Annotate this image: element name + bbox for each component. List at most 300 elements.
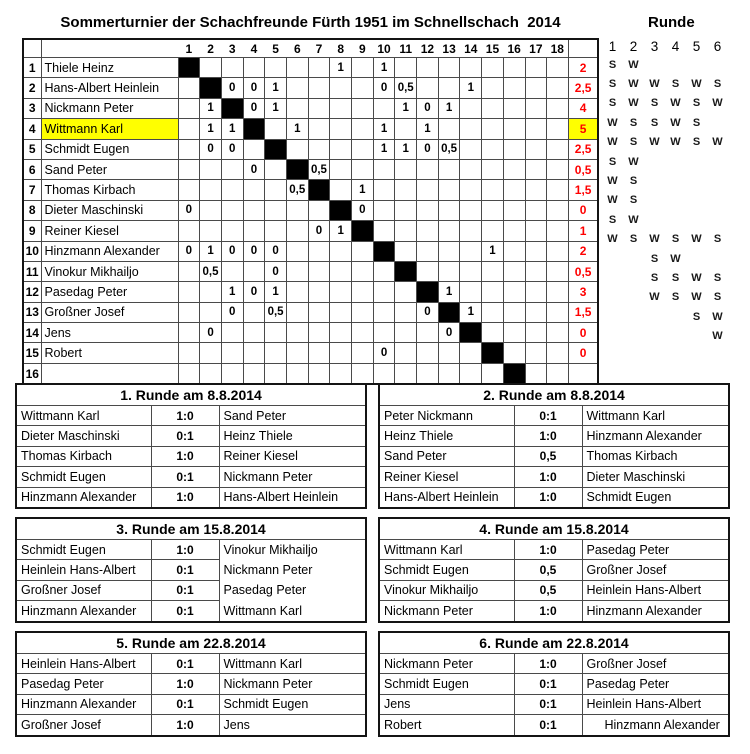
- score-cell: 3: [568, 282, 598, 302]
- opponent-column-header: 15: [482, 39, 504, 58]
- runde-number: 1: [608, 39, 617, 54]
- pairing-result-cell: 1:0: [151, 715, 219, 736]
- pairing-result-cell: 0:1: [514, 715, 582, 736]
- result-cell: [243, 302, 265, 322]
- pairing-row: [16, 601, 366, 622]
- color-row: [602, 210, 728, 229]
- result-cell: 0: [243, 241, 265, 261]
- result-cell: [308, 78, 330, 98]
- result-cell: 1: [200, 98, 222, 118]
- result-cell: [460, 180, 482, 200]
- crosstable-row: [23, 282, 598, 302]
- result-cell: [525, 241, 547, 261]
- result-cell: 0: [243, 282, 265, 302]
- diagonal-cell: [503, 363, 525, 384]
- result-cell: [330, 159, 352, 179]
- diagonal-cell: [417, 282, 439, 302]
- result-cell: [352, 343, 374, 363]
- pairing-row: [16, 580, 366, 600]
- result-cell: [438, 200, 460, 220]
- result-cell: [178, 159, 200, 179]
- color-cell: S: [692, 310, 701, 323]
- color-cell: [686, 191, 707, 210]
- opponent-column-header: 2: [200, 39, 222, 58]
- player-name-cell: Jens: [41, 323, 178, 343]
- color-cell: [707, 191, 728, 210]
- result-cell: [482, 98, 504, 118]
- result-cell: [503, 221, 525, 241]
- diagonal-cell: [460, 323, 482, 343]
- color-cell: S: [671, 233, 680, 246]
- result-cell: [286, 343, 308, 363]
- pairing-row: [16, 540, 366, 560]
- round-title: 5. Runde am 22.8.2014: [16, 632, 366, 654]
- result-cell: 1: [438, 282, 460, 302]
- color-cell: S: [713, 78, 722, 91]
- black-player-cell: Nickmann Peter: [219, 467, 366, 487]
- color-cell: W: [691, 271, 702, 284]
- color-row: [602, 346, 728, 365]
- result-cell: [547, 323, 569, 343]
- color-cell: [644, 210, 665, 229]
- diagonal-cell: [395, 261, 417, 281]
- result-cell: [330, 241, 352, 261]
- result-cell: [482, 221, 504, 241]
- result-cell: [243, 139, 265, 159]
- opponent-column-header: 8: [330, 39, 352, 58]
- diagonal-cell: [265, 139, 287, 159]
- color-cell: [665, 210, 686, 229]
- result-cell: 1: [460, 78, 482, 98]
- pairing-row: [379, 406, 729, 426]
- result-cell: 0,5: [438, 139, 460, 159]
- result-cell: [352, 282, 374, 302]
- color-cell: [602, 326, 623, 345]
- pairing-result-cell: 1:0: [514, 601, 582, 622]
- pairing-row: [379, 540, 729, 560]
- result-cell: [243, 261, 265, 281]
- pairing-row: [16, 467, 366, 487]
- result-cell: 1: [373, 139, 395, 159]
- result-cell: 0,5: [286, 180, 308, 200]
- result-cell: 0: [308, 221, 330, 241]
- color-cell: W: [712, 136, 723, 149]
- result-cell: [178, 119, 200, 139]
- round-table-header: [379, 518, 729, 540]
- score-cell: 0: [568, 343, 598, 363]
- result-cell: [395, 200, 417, 220]
- row-number-cell: 10: [23, 241, 41, 261]
- black-player-cell: Heinz Thiele: [219, 426, 366, 446]
- result-cell: [200, 302, 222, 322]
- row-number-cell: 6: [23, 159, 41, 179]
- color-cell: [602, 307, 623, 326]
- pairing-result-cell: 0,5: [514, 580, 582, 600]
- result-cell: [200, 343, 222, 363]
- round-table-header: [16, 518, 366, 540]
- result-cell: [482, 200, 504, 220]
- black-player-cell: Heinlein Hans-Albert: [582, 580, 729, 600]
- result-cell: [373, 302, 395, 322]
- white-player-cell: Schmidt Eugen: [379, 560, 514, 580]
- round-table: [378, 383, 730, 509]
- result-cell: [395, 282, 417, 302]
- color-cell: S: [608, 97, 617, 110]
- result-cell: [308, 323, 330, 343]
- color-cell: [644, 307, 665, 326]
- white-player-cell: Reiner Kiesel: [379, 467, 514, 487]
- color-cell: [707, 152, 728, 171]
- result-cell: [352, 323, 374, 343]
- result-cell: [438, 363, 460, 384]
- color-cell: [623, 326, 644, 345]
- pairing-result-cell: 1:0: [514, 467, 582, 487]
- pairing-row: [379, 601, 729, 622]
- result-cell: [200, 58, 222, 78]
- round-table: [15, 517, 367, 623]
- color-cell: S: [629, 175, 638, 188]
- result-cell: [178, 180, 200, 200]
- result-cell: [460, 343, 482, 363]
- runde-color-grid: [602, 38, 728, 365]
- result-cell: 0: [221, 78, 243, 98]
- diagonal-cell: [482, 343, 504, 363]
- color-cell: [686, 55, 707, 74]
- result-cell: [547, 363, 569, 384]
- result-cell: [482, 363, 504, 384]
- color-cell: [686, 346, 707, 365]
- result-cell: [525, 58, 547, 78]
- result-cell: [503, 323, 525, 343]
- color-cell: W: [649, 78, 660, 91]
- result-cell: [308, 282, 330, 302]
- color-cell: S: [713, 291, 722, 304]
- result-cell: [286, 98, 308, 118]
- color-cell: W: [628, 213, 639, 226]
- result-cell: [395, 241, 417, 261]
- result-cell: [417, 221, 439, 241]
- result-cell: [308, 98, 330, 118]
- pairing-result-cell: 1:0: [514, 654, 582, 674]
- result-cell: 1: [221, 119, 243, 139]
- result-cell: [308, 302, 330, 322]
- result-cell: 1: [221, 282, 243, 302]
- runde-number: 6: [713, 39, 722, 54]
- result-cell: [221, 261, 243, 281]
- color-cell: [707, 171, 728, 190]
- result-cell: [395, 58, 417, 78]
- result-cell: [417, 78, 439, 98]
- black-player-cell: Vinokur Mikhailjo: [219, 540, 366, 560]
- white-player-cell: Wittmann Karl: [379, 540, 514, 560]
- result-cell: [503, 78, 525, 98]
- result-cell: [438, 58, 460, 78]
- result-cell: [330, 180, 352, 200]
- color-row: [602, 326, 728, 345]
- result-cell: [243, 221, 265, 241]
- result-cell: [460, 159, 482, 179]
- white-player-cell: Jens: [379, 694, 514, 714]
- result-cell: [243, 58, 265, 78]
- result-cell: [460, 58, 482, 78]
- color-cell: S: [650, 252, 659, 265]
- result-cell: [482, 119, 504, 139]
- corner-cell: [23, 39, 41, 58]
- color-cell: S: [608, 58, 617, 71]
- color-cell: W: [628, 78, 639, 91]
- result-cell: [395, 302, 417, 322]
- black-player-cell: Nickmann Peter: [219, 674, 366, 694]
- round-table-header: [16, 632, 366, 654]
- result-cell: [503, 139, 525, 159]
- result-cell: 1: [373, 58, 395, 78]
- pairing-row: [16, 694, 366, 714]
- crosstable-row: [23, 343, 598, 363]
- result-cell: [395, 221, 417, 241]
- result-cell: [330, 78, 352, 98]
- pairing-result-cell: 1:0: [151, 540, 219, 560]
- color-row: [602, 230, 728, 249]
- color-cell: [644, 191, 665, 210]
- result-cell: [221, 58, 243, 78]
- runde-number-row: [602, 38, 728, 55]
- player-name-cell: Sand Peter: [41, 159, 178, 179]
- result-cell: [286, 139, 308, 159]
- color-cell: [602, 249, 623, 268]
- white-player-cell: Dieter Maschinski: [16, 426, 151, 446]
- result-cell: [460, 282, 482, 302]
- result-cell: [547, 241, 569, 261]
- result-cell: 0: [200, 139, 222, 159]
- result-cell: [482, 58, 504, 78]
- diagonal-cell: [200, 78, 222, 98]
- black-player-cell: Thomas Kirbach: [582, 446, 729, 466]
- pairing-row: [16, 406, 366, 426]
- row-number-cell: 1: [23, 58, 41, 78]
- white-player-cell: Hans-Albert Heinlein: [379, 487, 514, 508]
- crosstable-row: [23, 119, 598, 139]
- result-cell: [438, 119, 460, 139]
- white-player-cell: Heinlein Hans-Albert: [16, 654, 151, 674]
- black-player-cell: Großner Josef: [582, 654, 729, 674]
- result-cell: 0,5: [395, 78, 417, 98]
- pairing-result-cell: 1:0: [514, 487, 582, 508]
- black-player-cell: Hinzmann Alexander: [582, 426, 729, 446]
- result-cell: [243, 323, 265, 343]
- result-cell: [417, 363, 439, 384]
- white-player-cell: Pasedag Peter: [16, 674, 151, 694]
- white-player-cell: Nickmann Peter: [379, 654, 514, 674]
- result-cell: [178, 139, 200, 159]
- color-cell: W: [607, 233, 618, 246]
- result-cell: [482, 139, 504, 159]
- color-cell: W: [691, 291, 702, 304]
- result-cell: [308, 119, 330, 139]
- result-cell: [525, 180, 547, 200]
- white-player-cell: Hinzmann Alexander: [16, 601, 151, 622]
- pairing-row: [379, 446, 729, 466]
- result-cell: [525, 343, 547, 363]
- color-cell: [644, 152, 665, 171]
- color-cell: [686, 249, 707, 268]
- color-cell: [665, 346, 686, 365]
- result-cell: [438, 343, 460, 363]
- white-player-cell: Heinz Thiele: [379, 426, 514, 446]
- result-cell: [308, 343, 330, 363]
- row-number-cell: 16: [23, 363, 41, 384]
- result-cell: 0: [417, 98, 439, 118]
- round-title: 6. Runde am 22.8.2014: [379, 632, 729, 654]
- color-row: [602, 133, 728, 152]
- result-cell: [503, 180, 525, 200]
- result-cell: 0: [373, 343, 395, 363]
- row-number-cell: 14: [23, 323, 41, 343]
- result-cell: [330, 343, 352, 363]
- result-cell: [395, 323, 417, 343]
- result-cell: [221, 343, 243, 363]
- result-cell: [417, 180, 439, 200]
- score-header-cell: [568, 39, 598, 58]
- black-player-cell: Reiner Kiesel: [219, 446, 366, 466]
- result-cell: [525, 159, 547, 179]
- result-cell: [265, 363, 287, 384]
- page-title: Sommerturnier der Schachfreunde Fürth 1951 im Schnellschach 2014: [60, 14, 561, 31]
- result-cell: [482, 302, 504, 322]
- result-cell: [503, 241, 525, 261]
- result-cell: [178, 78, 200, 98]
- result-cell: 0: [178, 200, 200, 220]
- result-cell: [460, 241, 482, 261]
- black-player-cell: Großner Josef: [582, 560, 729, 580]
- result-cell: 0: [243, 98, 265, 118]
- color-cell: W: [649, 136, 660, 149]
- result-cell: [200, 159, 222, 179]
- color-cell: [602, 288, 623, 307]
- color-cell: S: [650, 116, 659, 129]
- result-cell: [525, 98, 547, 118]
- result-cell: 1: [265, 78, 287, 98]
- result-cell: [438, 221, 460, 241]
- pairing-result-cell: 0:1: [514, 406, 582, 426]
- result-cell: 0: [438, 323, 460, 343]
- result-cell: 0: [352, 200, 374, 220]
- color-row: [602, 152, 728, 171]
- result-cell: [286, 58, 308, 78]
- white-player-cell: Robert: [379, 715, 514, 736]
- color-cell: [665, 326, 686, 345]
- crosstable-row: [23, 302, 598, 322]
- result-cell: 1: [352, 180, 374, 200]
- score-cell: 0,5: [568, 261, 598, 281]
- diagonal-cell: [330, 200, 352, 220]
- result-cell: [330, 119, 352, 139]
- result-cell: [373, 200, 395, 220]
- row-number-cell: 15: [23, 343, 41, 363]
- runde-number: 4: [671, 39, 680, 54]
- color-cell: S: [671, 291, 680, 304]
- color-cell: [707, 346, 728, 365]
- result-cell: 0,5: [265, 302, 287, 322]
- result-cell: [373, 221, 395, 241]
- result-cell: 0,5: [200, 261, 222, 281]
- result-cell: [373, 261, 395, 281]
- color-cell: W: [691, 78, 702, 91]
- round-table-header: [379, 384, 729, 406]
- result-cell: [178, 261, 200, 281]
- result-cell: 0: [243, 159, 265, 179]
- result-cell: [503, 200, 525, 220]
- row-number-cell: 7: [23, 180, 41, 200]
- color-cell: [602, 346, 623, 365]
- opponent-column-header: 14: [460, 39, 482, 58]
- result-cell: 1: [265, 282, 287, 302]
- result-cell: [178, 343, 200, 363]
- result-cell: 1: [417, 119, 439, 139]
- color-row: [602, 307, 728, 326]
- result-cell: [547, 200, 569, 220]
- result-cell: [417, 343, 439, 363]
- pairing-result-cell: 0:1: [151, 601, 219, 622]
- player-name-cell: Nickmann Peter: [41, 98, 178, 118]
- result-cell: [330, 261, 352, 281]
- result-cell: [178, 282, 200, 302]
- result-cell: [482, 180, 504, 200]
- white-player-cell: Hinzmann Alexander: [16, 694, 151, 714]
- score-cell: 2,5: [568, 139, 598, 159]
- black-player-cell: Pasedag Peter: [582, 540, 729, 560]
- player-name-cell: [41, 363, 178, 384]
- color-row: [602, 268, 728, 287]
- pairing-result-cell: 1:0: [151, 674, 219, 694]
- result-cell: 0: [178, 241, 200, 261]
- black-player-cell: Nickmann Peter: [219, 560, 366, 580]
- result-cell: [352, 139, 374, 159]
- color-cell: [686, 210, 707, 229]
- result-cell: [460, 139, 482, 159]
- result-cell: [547, 180, 569, 200]
- result-cell: [330, 139, 352, 159]
- color-cell: S: [692, 97, 701, 110]
- white-player-cell: Schmidt Eugen: [379, 674, 514, 694]
- row-number-cell: 5: [23, 139, 41, 159]
- runde-header-label: Runde: [648, 14, 695, 31]
- result-cell: [200, 200, 222, 220]
- pairing-row: [379, 694, 729, 714]
- color-cell: S: [650, 271, 659, 284]
- result-cell: [308, 261, 330, 281]
- result-cell: [482, 159, 504, 179]
- result-cell: [352, 159, 374, 179]
- color-cell: W: [628, 58, 639, 71]
- result-cell: [525, 78, 547, 98]
- result-cell: [482, 323, 504, 343]
- crosstable-row: [23, 241, 598, 261]
- player-name-cell: Robert: [41, 343, 178, 363]
- result-cell: [525, 119, 547, 139]
- white-player-cell: Schmidt Eugen: [16, 540, 151, 560]
- color-cell: W: [649, 233, 660, 246]
- result-cell: [395, 343, 417, 363]
- result-cell: [482, 261, 504, 281]
- white-player-cell: Schmidt Eugen: [16, 467, 151, 487]
- result-cell: [286, 78, 308, 98]
- result-cell: [352, 302, 374, 322]
- color-row: [602, 191, 728, 210]
- opponent-column-header: 5: [265, 39, 287, 58]
- result-cell: [438, 261, 460, 281]
- result-cell: [221, 221, 243, 241]
- pairing-result-cell: 1:0: [514, 426, 582, 446]
